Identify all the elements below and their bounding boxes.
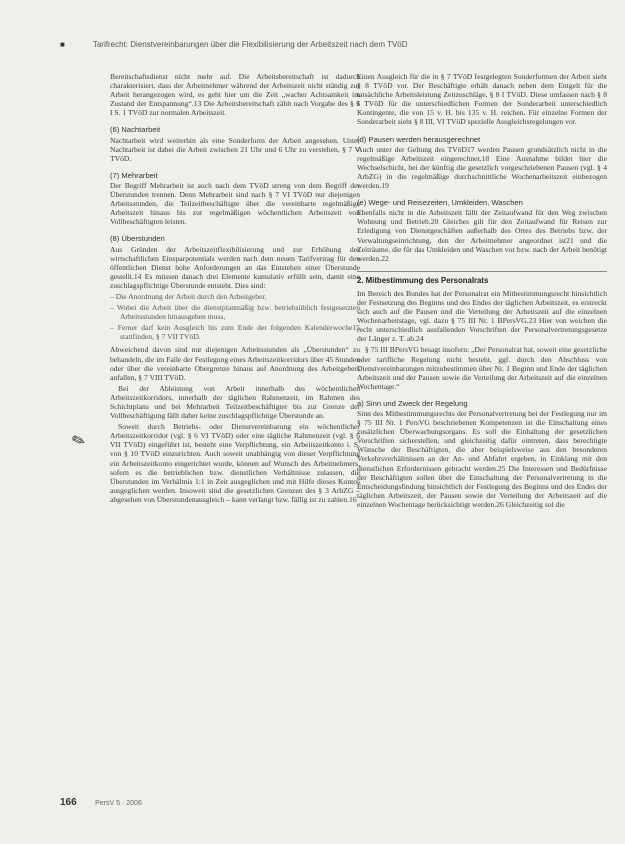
running-head-mark: ■	[60, 40, 65, 49]
body-paragraph: Ebenfalls nicht in die Arbeitszeit fällt der Zeitaufwand für den Weg zwischen Wohnung und Betrieb.20 Gleiches gilt für den Zeitaufwand für Reisen zur Erledigung von Dienstgeschäften außerhalb des Ortes des Betriebs bzw. der Verwaltungseinrichtung, den der Arbeitnehmer angeordnet ist21 und die Zeiträume, die für das Umkleiden und Waschen vor bzw. nach der Arbeit benötigt werden.22	[357, 208, 607, 263]
body-paragraph: Auch unter der Geltung des TVöD17 werden Pausen grundsätzlich nicht in die regelmäßige Arbeitszeit eingerechnet.18 Eine Ausnahme bildet hier die Wechselschicht, bei der künftig die gesetzlich vorgeschriebenen Pausen (vgl. § 4 ArbZG) in die regelmäßige durchschnittliche Wochenarbeitszeit einbezogen werden.19	[357, 144, 607, 191]
handwritten-margin-mark: ✎	[69, 431, 89, 452]
page-footer	[60, 792, 142, 810]
section-heading: (6) Nachtarbeit	[110, 125, 161, 135]
body-paragraph: Bei der Ableistung von Arbeit innerhalb des wöchentlichen Arbeitszeitkorridors, innerhalb der täglichen Rahmenzeit, im Rahmen des Schichtplans und bei Mehrarbeit Teilzeitbeschäftigter bis zur Grenze der Vollbeschäftigung fällt daher keine zuschlagspflichtige Überstunde an.	[110, 383, 360, 421]
body-paragraph: Abweichend davon sind nur diejenigen Arbeitsstunden als „Überstunden“ zu behandeln, die im Falle der Festlegung eines Arbeitszeitkorridors über 45 Stunden oder über die vereinbarte Obergrenze hinaus auf Anordnung des Arbeitgebers anfallen, § 7 VIII TVöD.	[110, 345, 360, 382]
list-item: – Die Anordnung der Arbeit durch den Arbeitgeber,	[110, 292, 360, 301]
body-paragraph: Einen Ausgleich für die in § 7 TVöD festgelegten Sonderformen der Arbeit sieht § 8 TVöD vor. Der Beschäftigte erhält danach neben dem Entgelt für die tatsächliche Arbeitsleistung Zeitzuschläge, § 8 I TVöD. Diese umfassen nach § 8 I TVöD für die unterschiedlichen Formen der Sonderarbeit unterschiedlich Kontingente, die von 15 v. H. bis 135 v. H. reichen. Für einzelne Formen der Sonderarbeit sieht § 8 III, VI TVöD spezielle Ausgleichsregelungen vor.	[357, 72, 607, 127]
body-paragraph: § 75 III BPersVG besagt insofern: „Der Personalrat hat, soweit eine gesetzliche oder tarifliche Regelung nicht besteht, ggf. durch den Abschluss von Dienstvereinbarungen mitzubestimmen über Nr. 1 Beginn und Ende der täglichen Arbeitszeit und der Pausen sowie die Verteilung der Arbeitszeit auf die einzelnen Wochentage.“	[357, 345, 607, 391]
section-heading: (8) Überstunden	[110, 234, 165, 244]
body-paragraph: Soweit durch Betriebs- oder Dienstvereinbarung ein wöchentlicher Arbeitszeitkorridor (vgl. § 6 VI TVöD) oder eine tägliche Rahmenzeit (vgl. § 6 VII TVöD) eingeführt ist, besteht eine Verpflichtung, ein Arbeitszeitkonto i. S. von § 10 TVöD einzurichten. Auch soweit unabhängig von dieser Verpflichtung ein Arbeitszeitkonto eingerichtet wurde, können auf Wunsch des Arbeitnehmers, sofern es die betrieblichen bzw. dienstlichen Verhältnisse zulassen, die Überstunden im Verhältnis 1:1 in Zeit ausgeglichen und mit Hilfe dieses Kontos ausgeglichen werden. Insoweit sind die gesetzlichen Grenzen des § 3 ArbZG – abgesehen von Überstundenausgleich – kann verlangt bzw. fällig ist zu zahlen.16	[110, 422, 360, 504]
section-heading: (d) Pausen werden herausgerechnet	[357, 134, 481, 144]
running-head-text: Tarifrecht: Dienstvereinbarungen über die Flexibilisierung der Arbeitszeit nach dem TVöD	[92, 40, 408, 49]
section-heading: 2. Mitbestimmung des Personalrats	[357, 271, 607, 285]
body-paragraph: Aus Gründen der Arbeitszeitflexibilisierung und zur Erhöhung des wirtschaftlichen Einsparpotentials werden nach dem neuen Tarifvertrag für den öffentlichen Dienst hohe Anforderungen an das Entstehen einer Überstunde gestellt.14 Es müssen danach drei Elemente kumulativ erfüllt sein, damit eine zuschlagspflichtige Überstunde entsteht. Dies sind:	[110, 244, 360, 290]
bullet-list	[110, 292, 360, 341]
section-heading: (7) Mehrarbeit	[110, 170, 158, 180]
page-number: 166	[60, 797, 77, 808]
body-paragraph: Bereitschaftsdienst nicht mehr auf. Die Arbeitsbereitschaft ist dadurch charakterisiert, dass der Arbeitnehmer während der Arbeitszeit nicht ständig zur Arbeit herangezogen wird, es geht hier um die Zeit „wacher Achtsamkeit im Zustand der Entspannung“.13 Die Arbeitsbereitschaft zählt nach Vorgabe des § 6 I S. 1 TVöD zur normalen Arbeitszeit.	[110, 72, 360, 118]
issue-label: PersV 5 · 2006	[95, 800, 142, 807]
body-paragraph: Im Bereich des Bundes hat der Personalrat ein Mitbestimmungsrecht hinsichtlich der Festsetzung des Beginns und des Endes der täglichen Arbeitszeit, es erstreckt sich auch auf die Pausen und die Verteilung der Arbeitszeit auf die einzelnen Wochenarbeitstage, vgl. dazu § 75 III Nr. 1 BPersVG.23 Hier von weichen die recht unterschiedlich ausfallenden Vorschriften der Personalvertretungsgesetze der Länger z. T. ab.24	[357, 288, 607, 344]
section-heading: (e) Wege- und Reisezeiten, Umkleiden, Waschen	[357, 198, 523, 208]
list-item: – Ferner darf kein Ausgleich bis zum Ende der folgenden Kalenderwoche15 stattfinden, § 7 VII TVöD.	[110, 323, 360, 341]
right-column	[357, 72, 607, 812]
running-head	[60, 40, 565, 49]
body-paragraph: Sinn des Mitbestimmungsrechts der Personalvertretung bei der Festlegung nur im § 75 III Nr. 1 PersVG beschriebenen Kompetenzen ist die Einschaltung eines zusätzlichen Überwachungsorgans. Es soll die Einhaltung der gesetzlichen Vorschriften sicherstellen, und gleichzeitig dafür eintreten, dass berechtigte Wünsche der Beschäftigten, die aber beispielsweise aus den besonderen Verkehrsverhältnissen an der An- und Abfahrt ergeben, in Einklang mit den dienstlichen Erfordernissen gebracht werden.25 Die Interessen und Bedürfnisse der Beschäftigten sollen über die Einschaltung der Personalvertretung in die Entscheidungsfindung hinsichtlich der Festlegung des Beginns und des Endes der täglichen Arbeitszeit, der Pausen sowie der Verteilung der Arbeitszeit auf die einzelnen Wochentage berücksichtigt werden.26 Gleichzeitig sol die	[357, 409, 607, 509]
section-heading: a) Sinn und Zweck der Regelung	[357, 398, 468, 408]
body-paragraph: Nachtarbeit wird weiterhin als eine Sonderform der Arbeit angesehen. Unter Nachtarbeit ist dabei die Arbeit zwischen 21 Uhr und 6 Uhr zu verstehen, § 7 V TVöD.	[110, 135, 360, 163]
list-item: – Wobei die Arbeit über die dienstplanmäßig bzw. betriebsüblich festgesetzten Arbeitsstunden hinausgehen muss,	[110, 303, 360, 321]
left-column	[110, 72, 360, 722]
body-paragraph: Der Begriff Mehrarbeit ist auch nach dem TVöD streng von dem Begriff der Überstunden trennen. Denn Mehrarbeit sind nach § 7 VI TVöD nur diejenigen Arbeitsstunden, die Teilzeitbeschäftigte über die vereinbarte regelmäßige Arbeitszeit hinaus bis zur regelmäßigen wöchentlichen Arbeitszeit von Vollbeschäftigten leisten.	[110, 180, 360, 227]
